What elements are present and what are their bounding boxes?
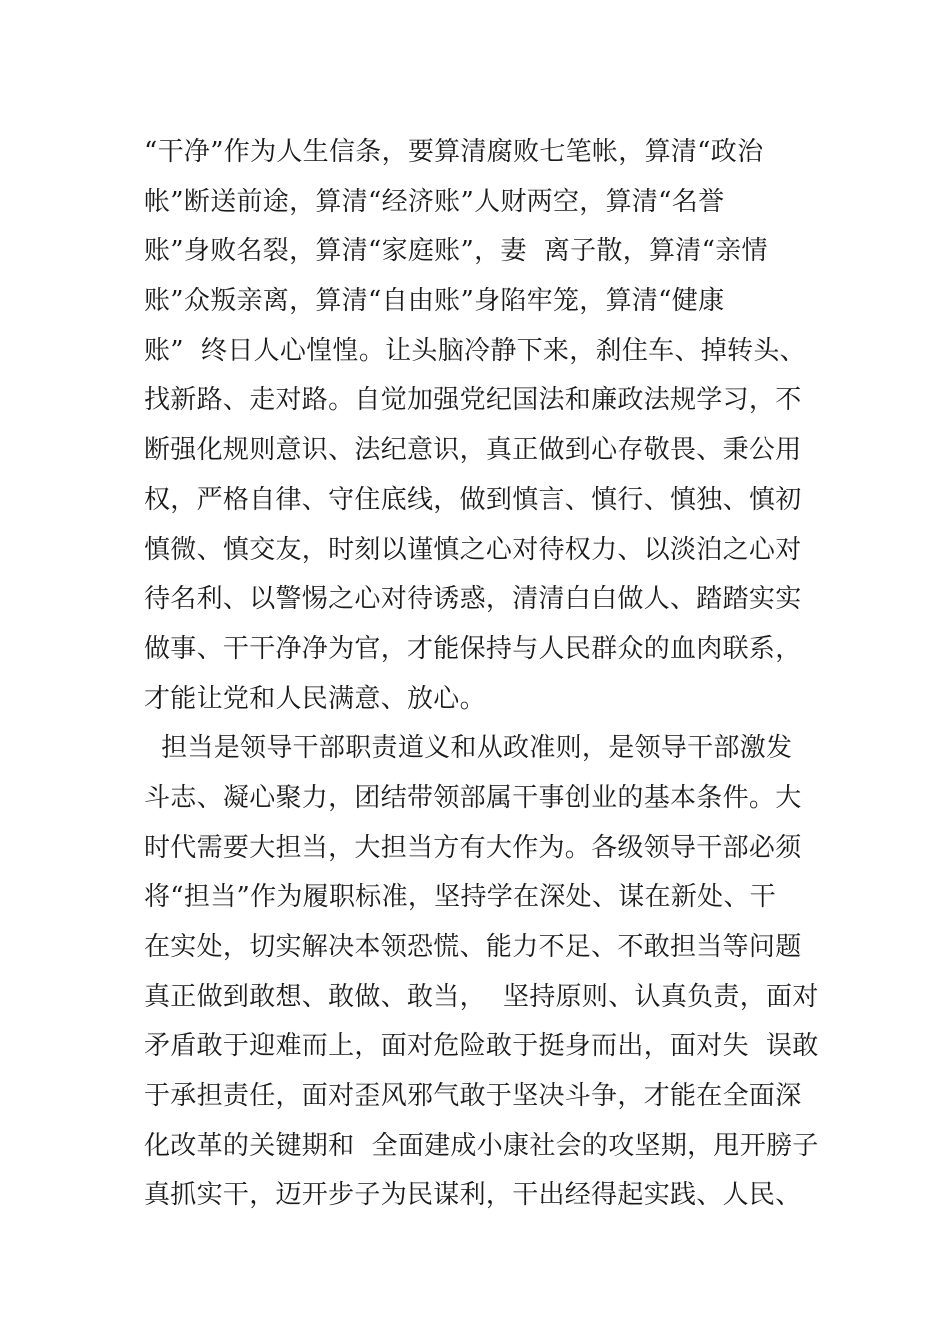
text-line: 做事、干干净净为官，才能保持与人民群众的血肉联系， [144, 633, 802, 664]
text-line: 矛盾敢于迎难而上，面对危险敢于挺身而出，面对失 误敢 [144, 1031, 819, 1062]
text-line: 权，严格自律、守住底线，做到慎言、慎行、慎独、慎初 [144, 484, 802, 515]
text-line: 将“担当”作为履职标准，坚持学在深处、谋在新处、干 [144, 882, 777, 913]
text-line: 慎微、慎交友，时刻以谨慎之心对待权力、以淡泊之心对 [144, 534, 802, 565]
text-line: 在实处，切实解决本领恐慌、能力不足、不敢担当等问题 [144, 932, 802, 962]
text-line: 真抓实干，迈开步子为民谋利，干出经得起实践、人民、 [144, 1180, 802, 1211]
text-line: 于承担责任，面对歪风邪气敢于坚决斗争，才能在全面深 [144, 1081, 802, 1112]
body-text [144, 128, 824, 1221]
text-line: 化改革的关键期和 全面建成小康社会的攻坚期，甩开膀子 [144, 1130, 819, 1161]
text-line: 帐”断送前途，算清“经济账”人财两空，算清“名誉 [144, 186, 725, 217]
text-line: 斗志、凝心聚力，团结带领部属干事创业的基本条件。大 [144, 782, 802, 813]
text-line: 找新路、走对路。自觉加强党纪国法和廉政法规学习，不 [144, 385, 802, 416]
text-line: 账”众叛亲离，算清“自由账”身陷牢笼，算清“健康 [144, 286, 725, 317]
text-line: 才能让党和人民满意、放心。 [144, 683, 486, 714]
text-line: 真正做到敢想、敢做、敢当， 坚持原则、认真负责，面对 [144, 981, 819, 1012]
text-line: 时代需要大担当，大担当方有大作为。各级领导干部必须 [144, 832, 802, 863]
text-line: 待名利、以警惕之心对待诱惑，清清白白做人、踏踏实实 [144, 584, 802, 615]
text-line: 担当是领导干部职责道义和从政准则，是领导干部激发 [144, 733, 793, 764]
text-line: “干净”作为人生信条，要算清腐败七笔帐，算清“政治 [144, 137, 764, 167]
text-line: 账”身败名裂，算清“家庭账”，妻 离子散，算清“亲情 [144, 236, 768, 267]
text-line: 断强化规则意识、法纪意识，真正做到心存敬畏、秉公用 [144, 435, 802, 466]
text-line: 账” 终日人心惶惶。让头脑冷静下来，刹住车、掉转头、 [144, 335, 806, 366]
